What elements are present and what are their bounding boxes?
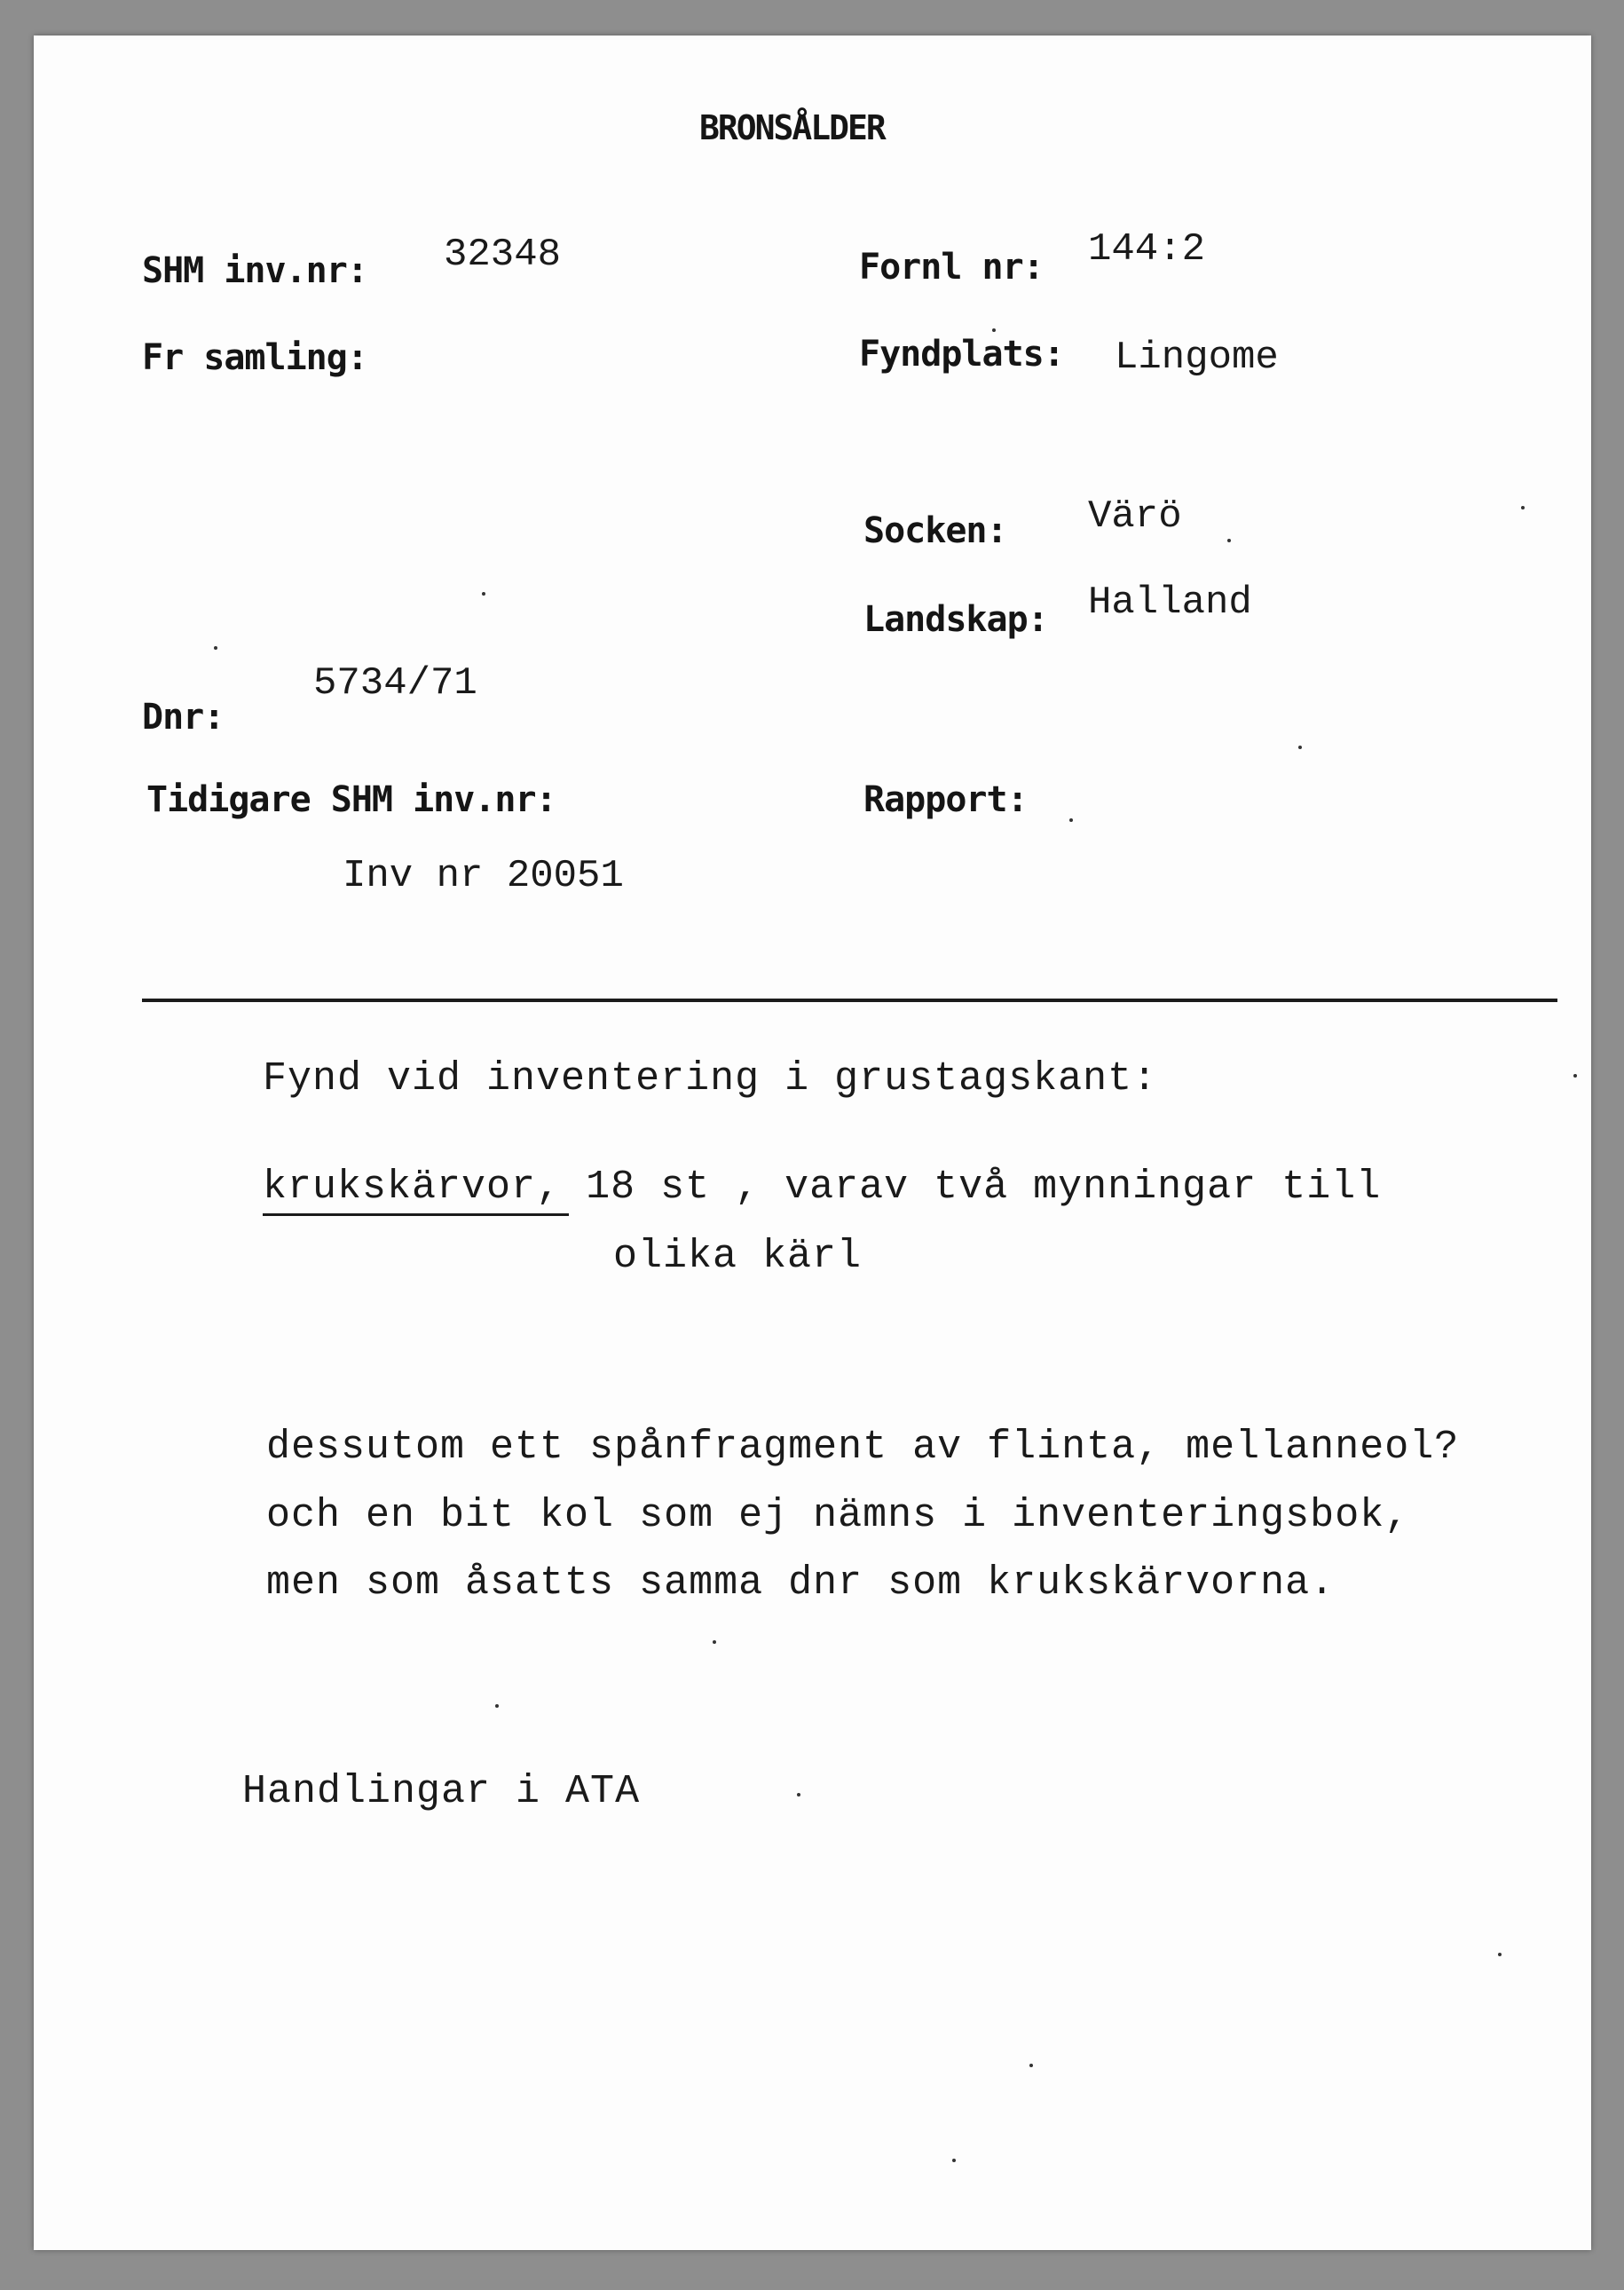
body-line-7: Handlingar i ATA — [242, 1769, 641, 1814]
underlined-word: krukskärvor — [263, 1165, 537, 1210]
socken-value: Värö — [1088, 494, 1182, 539]
shm-inv-label: SHM inv.nr: — [142, 250, 367, 291]
speck — [952, 2159, 956, 2162]
dnr-label: Dnr: — [142, 697, 225, 738]
speck — [797, 1793, 800, 1796]
fr-samling-label: Fr samling: — [142, 337, 367, 378]
word-underline — [263, 1213, 569, 1216]
speck — [214, 646, 217, 650]
fyndplats-value: Lingome — [1115, 336, 1279, 380]
speck — [992, 328, 996, 332]
body-line-3: olika kärl — [613, 1234, 863, 1279]
speck — [1573, 1074, 1577, 1078]
landskap-label: Landskap: — [863, 599, 1048, 640]
body-line-2 — [263, 1165, 1381, 1210]
divider-rule — [142, 999, 1557, 1002]
tidigare-shm-label: Tidigare SHM inv.nr: — [146, 779, 556, 820]
speck — [1298, 746, 1302, 749]
rapport-label: Rapport: — [863, 779, 1028, 820]
tidigare-shm-value: Inv nr 20051 — [343, 854, 624, 898]
body-line-1: Fynd vid inventering i grustagskant: — [263, 1056, 1158, 1102]
card-title: BRONSÅLDER — [699, 108, 885, 147]
speck — [1521, 506, 1525, 509]
landskap-value: Halland — [1088, 580, 1252, 625]
speck — [1029, 2064, 1033, 2067]
speck — [1069, 818, 1073, 822]
dnr-value: 5734/71 — [313, 661, 477, 706]
speck — [1498, 1953, 1502, 1956]
speck — [1227, 539, 1231, 542]
speck — [482, 592, 485, 596]
speck — [495, 1704, 499, 1708]
shm-inv-value: 32348 — [444, 233, 562, 277]
speck — [713, 1640, 716, 1644]
body-line-4: dessutom ett spånfragment av flinta, mellanneol? — [266, 1425, 1460, 1470]
index-card — [34, 36, 1591, 2250]
body-line-2-rest: , 18 st , varav två mynningar till — [536, 1165, 1382, 1210]
fornl-label: Fornl nr: — [859, 247, 1044, 288]
socken-label: Socken: — [863, 510, 1007, 551]
fornl-value: 144:2 — [1088, 227, 1206, 272]
body-line-5: och en bit kol som ej nämns i inventeringsbok, — [266, 1493, 1410, 1538]
body-line-6: men som åsatts samma dnr som krukskärvorna. — [266, 1560, 1336, 1606]
fyndplats-label: Fyndplats: — [859, 334, 1064, 375]
